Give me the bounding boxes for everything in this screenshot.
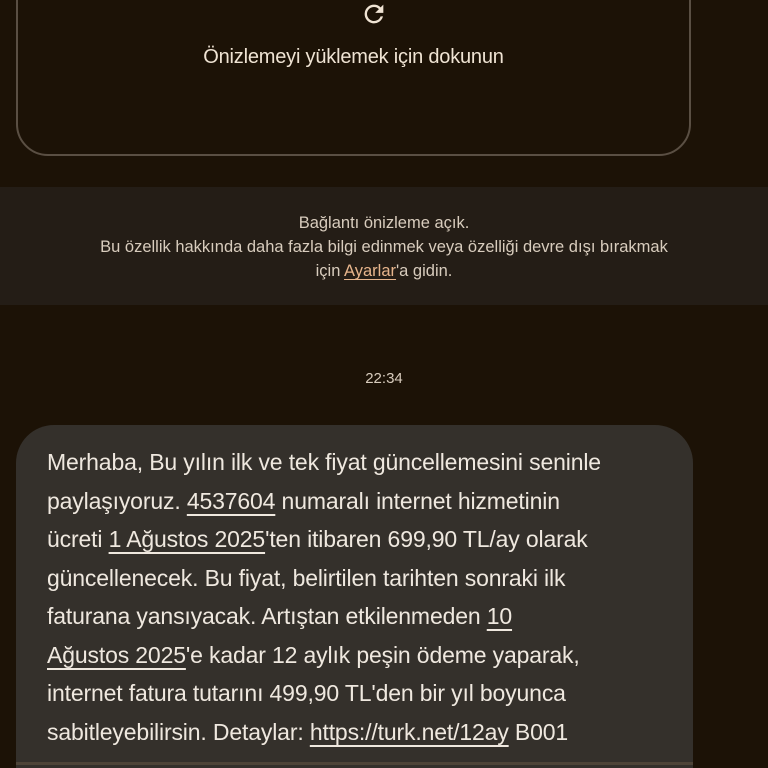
link-preview-info-banner <box>0 187 768 305</box>
info-line-3 <box>0 259 768 283</box>
message-line: paylaşıyoruz. 4537604 numaralı internet hizmetinin <box>47 487 560 514</box>
message-line: faturana yansıyacak. Artıştan etkilenmeden 10 <box>47 603 513 629</box>
tap-to-load-preview-label[interactable]: Önizlemeyi yüklemek için dokunun <box>203 46 504 68</box>
date-link-10-august-part2[interactable]: Ağustos 2025 <box>47 641 186 668</box>
message-line: Ağustos 2025'e kadar 12 aylık peşin ödeme yaparak, <box>47 641 580 668</box>
bubble-divider <box>16 762 693 765</box>
info-line-3-suffix: 'a gidin. <box>396 262 453 280</box>
info-line-1: Bağlantı önizleme açık. <box>298 214 470 232</box>
account-number-link[interactable]: 4537604 <box>186 487 276 514</box>
message-line: sabitleyebilirsin. Detaylar: https://turk.net/12ay B001 <box>47 718 569 745</box>
info-line-2: Bu özellik hakkında daha fazla bilgi edinmek veya özelliği devre dışı bırakmak <box>100 238 668 256</box>
message-line: Merhaba, Bu yılın ilk ve tek fiyat güncellemesini seninle <box>47 449 601 475</box>
settings-link[interactable]: Ayarlar <box>344 262 397 280</box>
refresh-icon <box>360 0 388 28</box>
info-line-3-prefix: için <box>315 262 345 280</box>
message-line: ücreti 1 Ağustos 2025'ten itibaren 699,90 TL/ay olarak <box>47 526 588 552</box>
link-preview-card[interactable] <box>16 0 691 156</box>
details-url-link[interactable]: https://turk.net/12ay <box>309 718 509 745</box>
message-line: güncellenecek. Bu fiyat, belirtilen tarihten sonraki ilk <box>47 564 566 591</box>
date-link-1-august[interactable]: 1 Ağustos 2025 <box>108 526 266 552</box>
message-bubble[interactable] <box>16 425 693 768</box>
message-timestamp: 22:34 <box>365 370 403 387</box>
message-line: internet fatura tutarını 499,90 TL'den bir yıl boyunca <box>47 680 566 706</box>
date-link-10-august-part1[interactable]: 10 <box>486 603 513 629</box>
